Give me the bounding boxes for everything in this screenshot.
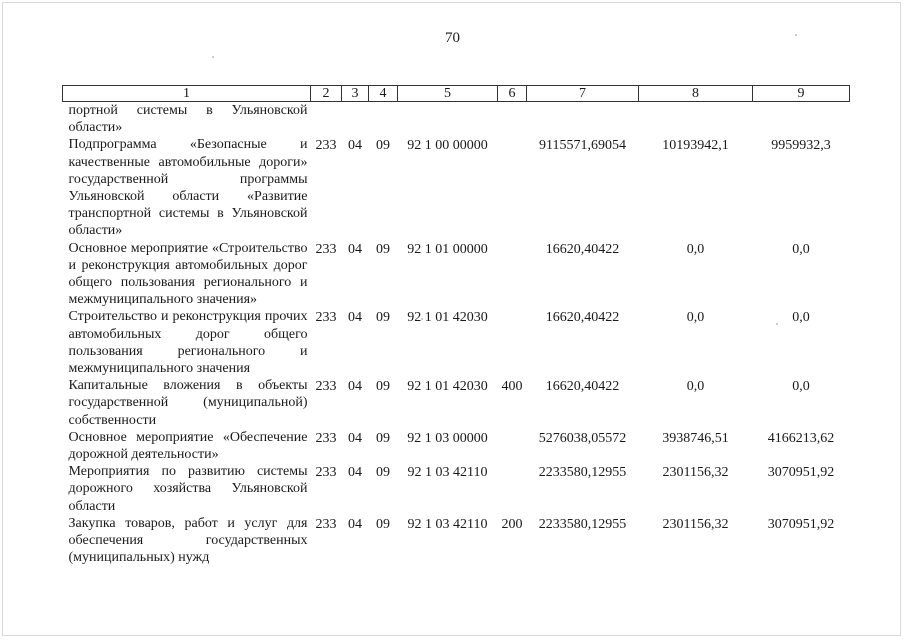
row-admin-code: 233 — [315, 310, 337, 326]
row-expense-type: 400 — [501, 379, 523, 395]
row-name: Подпрограмма «Безопасные и качественные автомобильные дороги» государственной программы Ульяновской области «Развитие транспортной системы в Ульяновской области» — [68, 137, 308, 239]
row-amount-1: 2233580,12955 — [538, 465, 627, 481]
row-amount-1: 16620,40422 — [545, 379, 620, 395]
table-row — [63, 377, 850, 429]
row-amount-1: 16620,40422 — [545, 241, 620, 257]
row-amount-3: 4166213,62 — [767, 430, 835, 446]
row-subsection: 09 — [376, 379, 390, 395]
table-row — [63, 136, 850, 239]
header-col-6: 6 — [498, 86, 527, 102]
row-admin-code: 233 — [315, 516, 337, 532]
row-amount-1: 5276038,05572 — [538, 430, 627, 446]
header-col-2: 2 — [311, 86, 342, 102]
row-expense-type — [498, 102, 527, 137]
row-admin-code — [311, 102, 342, 137]
scan-speck — [212, 56, 214, 58]
row-section: 04 — [348, 310, 362, 326]
table-row — [63, 240, 850, 309]
row-expense-type — [498, 136, 527, 239]
row-target-article — [398, 102, 498, 137]
row-target-article: 92 1 01 00000 — [407, 241, 488, 257]
page-number: 70 — [445, 30, 460, 46]
row-subsection: 09 — [376, 310, 390, 326]
row-amount-3: 0,0 — [792, 310, 810, 326]
row-target-article: 92 1 03 42110 — [407, 465, 488, 481]
header-col-4: 4 — [369, 86, 398, 102]
row-name: Строительство и реконструкция прочих автомобильных дорог общего пользования регионального и межмуниципального значения — [68, 309, 308, 377]
row-name: Основное мероприятие «Строительство и реконструкция автомобильных дорог общего пользования регионального и межмуниципального значения» — [68, 240, 308, 308]
row-amount-2 — [639, 102, 753, 137]
row-target-article: 92 1 01 42030 — [407, 310, 488, 326]
row-admin-code: 233 — [315, 379, 337, 395]
row-expense-type — [498, 429, 527, 463]
row-admin-code: 233 — [315, 430, 337, 446]
header-col-9: 9 — [753, 86, 850, 102]
row-section: 04 — [348, 379, 362, 395]
row-amount-3: 0,0 — [792, 379, 810, 395]
row-subsection: 09 — [376, 465, 390, 481]
row-section — [342, 102, 369, 137]
row-target-article: 92 1 00 00000 — [407, 138, 488, 154]
header-col-3: 3 — [342, 86, 369, 102]
row-subsection — [369, 102, 398, 137]
row-section: 04 — [348, 241, 362, 257]
scan-speck — [795, 34, 797, 36]
row-section: 04 — [348, 516, 362, 532]
row-amount-2: 10193942,1 — [662, 138, 729, 154]
row-amount-3: 0,0 — [792, 241, 810, 257]
budget-table — [62, 85, 850, 566]
table-row — [63, 463, 850, 515]
row-amount-1 — [527, 102, 639, 137]
row-name: Мероприятия по развитию системы дорожного хозяйства Ульяновской области — [68, 464, 308, 514]
row-section: 04 — [348, 465, 362, 481]
row-amount-2: 2301156,32 — [662, 516, 729, 532]
row-name: Основное мероприятие «Обеспечение дорожной деятельности» — [68, 429, 308, 463]
row-amount-2: 2301156,32 — [662, 465, 729, 481]
header-col-8: 8 — [639, 86, 753, 102]
row-amount-3 — [753, 102, 850, 137]
row-amount-2: 3938746,51 — [662, 430, 729, 446]
row-amount-2: 0,0 — [686, 241, 705, 257]
row-name: Капитальные вложения в объекты государственной (муниципальной) собственности — [68, 378, 308, 428]
row-amount-1: 9115571,69054 — [539, 138, 626, 154]
row-subsection: 09 — [376, 516, 390, 532]
row-target-article: 92 1 03 42110 — [407, 516, 488, 532]
table-row — [63, 429, 850, 463]
row-admin-code: 233 — [315, 241, 337, 257]
row-admin-code: 233 — [315, 138, 337, 154]
row-amount-1: 16620,40422 — [545, 310, 620, 326]
row-subsection: 09 — [376, 241, 390, 257]
row-section: 04 — [348, 138, 362, 154]
row-target-article: 92 1 01 42030 — [407, 379, 488, 395]
row-amount-2: 0,0 — [686, 310, 705, 326]
header-col-1: 1 — [63, 86, 311, 102]
row-amount-3: 3070951,92 — [767, 465, 835, 481]
row-section: 04 — [348, 430, 362, 446]
row-name: портной системы в Ульяновской области» — [68, 103, 308, 136]
row-name: Закупка товаров, работ и услуг для обеспечения государственных (муниципальных) нужд — [68, 515, 308, 566]
table-row — [63, 102, 850, 137]
row-expense-type: 200 — [501, 516, 523, 532]
header-col-7: 7 — [527, 86, 639, 102]
row-amount-3: 3070951,92 — [767, 516, 835, 532]
row-amount-2: 0,0 — [686, 379, 705, 395]
table-row — [63, 515, 850, 567]
header-row — [63, 86, 850, 102]
row-expense-type — [498, 240, 527, 309]
row-subsection: 09 — [376, 138, 390, 154]
row-target-article: 92 1 03 00000 — [407, 430, 488, 446]
table-row — [63, 308, 850, 377]
row-expense-type — [498, 308, 527, 377]
row-amount-1: 2233580,12955 — [538, 516, 627, 532]
row-expense-type — [498, 463, 527, 515]
header-col-5: 5 — [398, 86, 498, 102]
row-admin-code: 233 — [315, 465, 337, 481]
row-amount-3: 9959932,3 — [771, 138, 831, 154]
row-subsection: 09 — [376, 430, 390, 446]
